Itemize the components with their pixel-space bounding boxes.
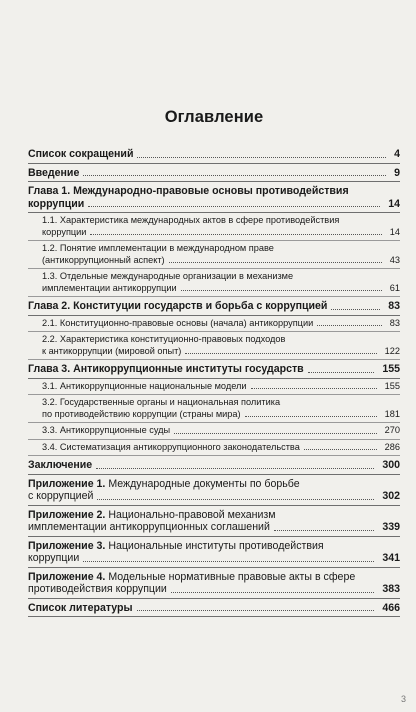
- toc-page-number: 300: [382, 459, 400, 471]
- toc-entry[interactable]: [28, 164, 400, 183]
- toc-page-number: 83: [389, 317, 400, 328]
- toc-page-number: 383: [382, 583, 400, 595]
- leader-dots: [245, 416, 377, 417]
- toc-entry[interactable]: [28, 360, 400, 379]
- toc-page-number: 61: [389, 282, 400, 293]
- toc-page-number: 14: [389, 226, 400, 237]
- toc-page-number: 83: [388, 300, 400, 312]
- toc-page-number: 341: [382, 552, 400, 564]
- toc-entry-text: коррупции: [28, 197, 85, 210]
- toc-entry-text: 2.1. Конституционно-правовые основы (начала) антикоррупции: [42, 317, 314, 328]
- page-title: Оглавление: [164, 108, 264, 126]
- toc-page-number: 302: [382, 490, 400, 502]
- toc-entry-text: 2.2. Характеристика конституционно-правовых подходов: [42, 334, 286, 344]
- toc-entry-text: 3.4. Систематизация антикоррупционного законодательства: [42, 441, 300, 452]
- leader-dots: [251, 388, 377, 389]
- leader-dots: [185, 353, 376, 354]
- toc-entry-text: Глава 3. Антикоррупционные институты государств: [28, 363, 304, 375]
- toc-entry[interactable]: [28, 440, 400, 457]
- leader-dots: [274, 530, 374, 531]
- toc-entry[interactable]: [28, 537, 400, 568]
- toc-entry-text: 3.1. Антикоррупционные национальные модели: [42, 380, 247, 391]
- toc-entry-text: Приложение 2. Национально-правовой механизм: [28, 508, 276, 521]
- toc-entry-text: 1.2. Понятие имплементации в международном праве: [42, 243, 274, 253]
- leader-dots: [83, 175, 386, 176]
- leader-dots: [169, 262, 382, 263]
- page-number: 3: [400, 694, 406, 704]
- toc-page-number: 181: [384, 408, 400, 419]
- toc-entry-text: Заключение: [28, 459, 93, 471]
- leader-dots: [181, 290, 382, 291]
- toc-entry-text: к антикоррупции (мировой опыт): [42, 345, 182, 356]
- leader-dots: [331, 309, 380, 310]
- toc-entry[interactable]: [28, 456, 400, 475]
- leader-dots: [308, 372, 375, 373]
- toc-page-number: 122: [384, 345, 400, 356]
- toc-entry-text: Список литературы: [28, 601, 133, 614]
- toc-entry[interactable]: [28, 506, 400, 537]
- toc-entry-text: 1.1. Характеристика международных актов в сфере противодействия: [42, 215, 340, 225]
- toc-page: [28, 108, 400, 617]
- toc-page-number: 155: [384, 380, 400, 391]
- toc-entry[interactable]: [28, 379, 400, 396]
- leader-dots: [137, 610, 375, 611]
- toc-entry-text: коррупции: [42, 226, 87, 237]
- toc-entry[interactable]: [28, 599, 400, 618]
- leader-dots: [317, 325, 382, 326]
- toc-entry[interactable]: [28, 568, 400, 599]
- toc-page-number: 14: [388, 197, 400, 210]
- toc-entry-text: по противодействию коррупции (страны мира): [42, 408, 241, 419]
- leader-dots: [304, 449, 377, 450]
- toc-entry-text: Введение: [28, 166, 80, 179]
- toc-entry-text: Приложение 3. Национальные институты противодействия: [28, 539, 324, 552]
- toc-page-number: 286: [384, 441, 400, 452]
- toc-entry[interactable]: [28, 332, 400, 360]
- toc-entry-text: 3.2. Государственные органы и национальная политика: [42, 397, 281, 407]
- toc-entry-text: (антикоррупционный аспект): [42, 254, 165, 265]
- toc-entry[interactable]: [28, 395, 400, 423]
- toc-entry-text: Приложение 4. Модельные нормативные правовые акты в сфере: [28, 570, 356, 583]
- toc-page-number: 270: [384, 425, 400, 435]
- toc-page-number: 43: [389, 254, 400, 265]
- toc-entry-text: Приложение 1. Международные документы по борьбе: [28, 477, 300, 490]
- toc-entry[interactable]: [28, 241, 400, 269]
- toc-page-number: 4: [394, 148, 400, 160]
- toc-entry-text: коррупции: [28, 552, 80, 564]
- toc-entry-text: Глава 2. Конституции государств и борьба с коррупцией: [28, 300, 328, 312]
- toc-entry[interactable]: [28, 423, 400, 440]
- table-of-contents: [28, 145, 400, 617]
- toc-entry-text: имплементации антикоррупции: [42, 282, 177, 293]
- toc-page-number: 339: [382, 521, 400, 533]
- toc-entry[interactable]: [28, 316, 400, 333]
- toc-entry-text: Глава 1. Международно-правовые основы противодействия: [28, 185, 349, 197]
- toc-entry[interactable]: [28, 297, 400, 316]
- toc-entry-text: 3.3. Антикоррупционные суды: [42, 425, 171, 435]
- bleed-through-text: [28, 36, 402, 48]
- leader-dots: [97, 499, 374, 500]
- toc-entry-text: противодействия коррупции: [28, 583, 167, 595]
- leader-dots: [88, 206, 380, 207]
- toc-entry[interactable]: [28, 182, 400, 213]
- leader-dots: [90, 234, 381, 235]
- toc-entry[interactable]: [28, 213, 400, 241]
- toc-entry-text: с коррупцией: [28, 490, 94, 502]
- toc-page-number: 9: [394, 166, 400, 179]
- leader-dots: [137, 157, 386, 158]
- leader-dots: [174, 433, 377, 434]
- leader-dots: [83, 561, 374, 562]
- toc-entry-text: имплементации антикоррупционных соглашений: [28, 521, 270, 533]
- toc-entry[interactable]: [28, 269, 400, 297]
- leader-dots: [96, 468, 374, 469]
- toc-page-number: 466: [382, 601, 400, 614]
- toc-page-number: 155: [382, 363, 400, 375]
- toc-entry-text: 1.3. Отдельные международные организации в механизме: [42, 271, 294, 281]
- leader-dots: [171, 592, 374, 593]
- toc-entry[interactable]: [28, 145, 400, 164]
- toc-entry-text: Список сокращений: [28, 148, 134, 160]
- toc-entry[interactable]: [28, 475, 400, 506]
